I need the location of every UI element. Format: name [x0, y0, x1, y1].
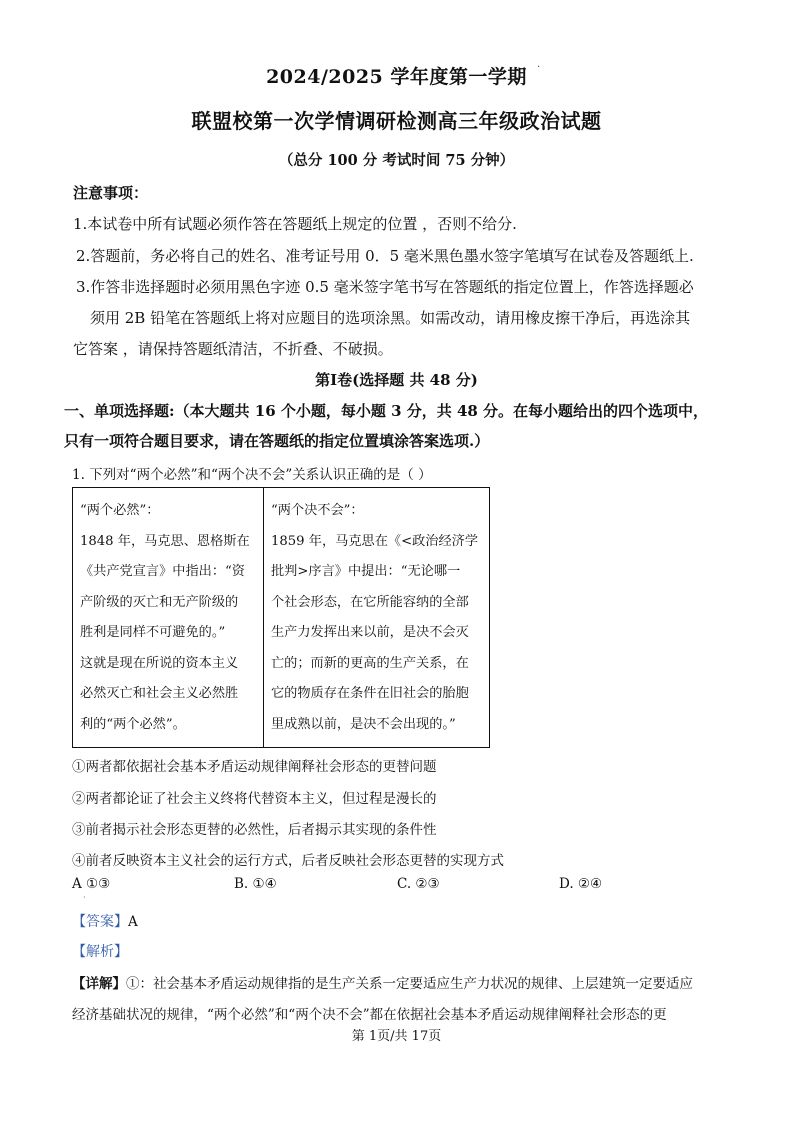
page-number: 第 1页/共 17页 — [351, 1029, 442, 1044]
table-line: 个社会形态，在它所能容纳的全部 — [271, 594, 469, 610]
table-line: 必然灭亡和社会主义必然胜 — [80, 686, 239, 701]
statement-3: ③前者揭示社会形态更替的必然性，后者揭示其实现的条件性 — [72, 822, 437, 838]
table-cell-two-inevitables — [73, 488, 264, 748]
table-line: 生产力发挥出来以前，是决不会灭 — [271, 625, 469, 640]
answer-value: A — [128, 914, 138, 930]
analysis-tag: 【解析】 — [72, 944, 128, 960]
statement-4: ④前者反映资本主义社会的运行方式，后者反映社会形态更替的实现方式 — [72, 853, 504, 869]
decorative-dot: · — [83, 893, 86, 902]
table-line: 胜利是同样不可避免的。” — [80, 625, 226, 640]
notice-heading: 注意事项： — [73, 184, 149, 202]
answer-tag: 【答案】 — [72, 914, 128, 930]
decorative-dot: · — [537, 62, 541, 73]
table-line: 《共产党宣言》中指出：“资 — [80, 564, 245, 579]
notice-item-3-line-2: 须用 2B 铅笔在答题纸上将对应题目的选项涂黑。如需改动，请用橡皮擦干净后，再选涂其 — [90, 309, 691, 327]
notice-item-3-line-1: 3.作答非选择题时必须用黑色字迹 0.5 毫米签字笔书写在答题纸的指定位置上，作答选择题必 — [76, 278, 694, 296]
detail-line-2: 经济基础状况的规律，“两个必然”和“两个决不会”都在依据社会基本矛盾运动规律阐释社会形态的更 — [72, 1007, 667, 1023]
statement-2: ②两者都论证了社会主义终将代替资本主义，但过程是漫长的 — [72, 791, 437, 807]
table-line: 1848 年，马克思、恩格斯在 — [80, 533, 250, 549]
option-b: B. ①④ — [234, 876, 277, 892]
option-d: D. ②④ — [559, 876, 603, 892]
statement-1: ①两者都依据社会基本矛盾运动规律阐释社会形态的更替问题 — [72, 759, 437, 775]
detail-line-1 — [72, 972, 693, 992]
exam-title: 联盟校第一次学情调研检测高三年级政治试题 — [191, 109, 602, 133]
question-1-material-table — [72, 487, 490, 748]
option-a: A ①③ — [72, 876, 111, 892]
table-line: 里成熟以前，是决不会出现的。” — [271, 716, 456, 732]
answer-line — [72, 911, 138, 931]
table-line: 利的“两个必然”。 — [80, 716, 186, 732]
table-line: 批判>序言》中提出：“无论哪一 — [271, 564, 461, 579]
detail-text-1: ①：社会基本矛盾运动规律指的是生产关系一定要适应生产力状况的规律、上层建筑一定要适应 — [126, 976, 693, 992]
table-line: 亡的；而新的更高的生产关系，在 — [271, 655, 469, 671]
table-line: 它的物质存在条件在旧社会的胎胞 — [271, 686, 469, 701]
detail-tag: 【详解】 — [72, 976, 126, 992]
exam-meta: （总分 100 分 考试时间 75 分钟） — [278, 152, 515, 169]
table-line: “两个必然”： — [80, 503, 160, 518]
notice-item-1: 1.本试卷中所有试题必须作答在答题纸上规定的位置 ，否则不给分. — [73, 215, 517, 233]
section-title: 第Ⅰ卷(选择题 共 48 分) — [315, 371, 478, 389]
table-line: 1859 年，马克思在《<政治经济学 — [271, 533, 479, 549]
exam-term-title: 2024/2025 学年度第一学期 — [266, 66, 527, 88]
notice-item-2: 2.答题前，务必将自己的姓名、准考证号用 0．5 毫米黑色墨水签字笔填写在试卷及答题纸上. — [76, 247, 694, 265]
table-line: “两个决不会”： — [271, 503, 364, 518]
section-intro-line-1: 一、单项选择题:（本大题共 16 个小题，每小题 3 分，共 48 分。在每小题给出的四个选项中， — [64, 402, 709, 420]
question-1-stem: 1. 下列对“两个必然”和“两个决不会”关系认识正确的是（ ） — [72, 467, 432, 483]
table-line: 这就是现在所说的资本主义 — [80, 655, 239, 671]
notice-item-3-line-3: 它答案 ，请保持答题纸清洁，不折叠、不破损。 — [73, 340, 393, 358]
option-c: C. ②③ — [397, 876, 440, 892]
table-line: 产阶级的灭亡和无产阶级的 — [80, 594, 239, 610]
table-cell-two-never — [264, 488, 490, 748]
section-intro-line-2: 只有一项符合题目要求，请在答题纸的指定位置填涂答案选项.） — [64, 432, 490, 450]
